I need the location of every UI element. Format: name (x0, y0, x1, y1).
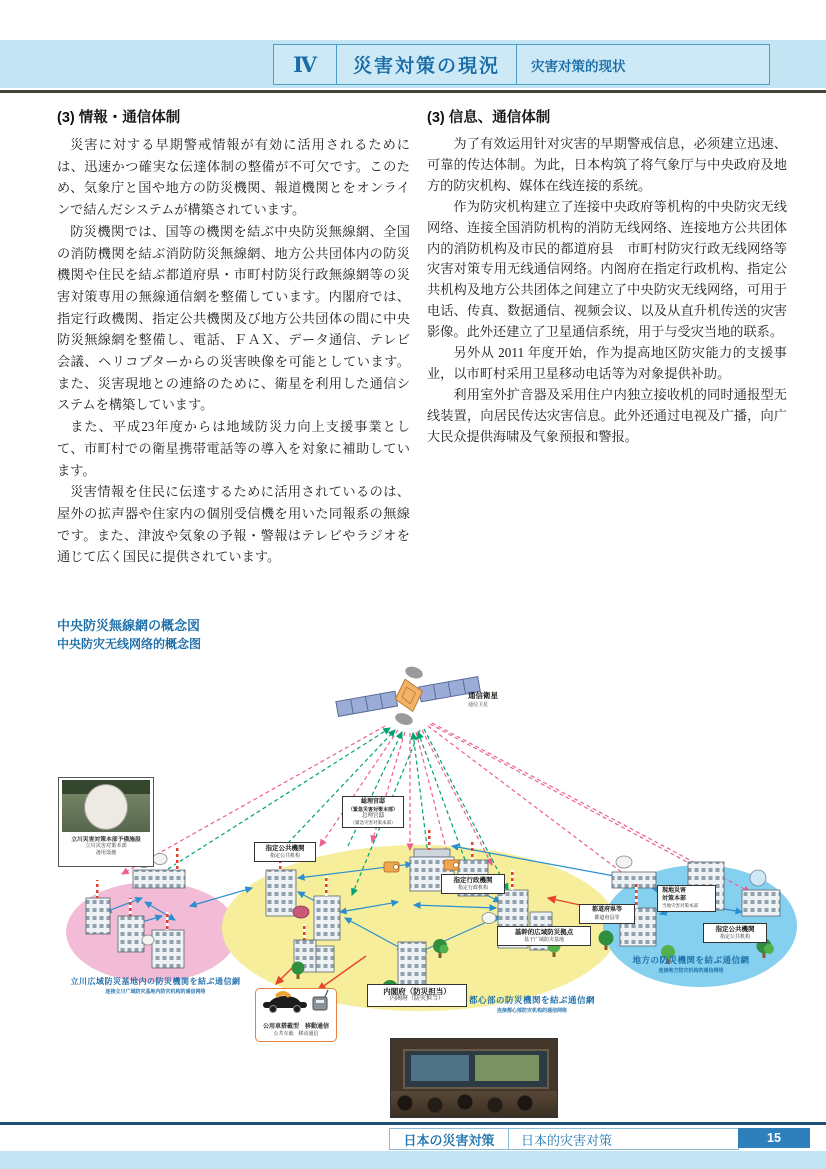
designated-public-left-label: 指定公共機関 指定公共机构 (254, 842, 316, 862)
paragraph-zh: 作为防灾机构建立了连接中央政府等机构的中央防灾无线网络、连接全国消防机构的消防无线网络、连接地方公共团体内的消防机构及市民的都道府县 市町村防灾行政无线网络等灾害对策专用无线通信网络。内阁府在指定行政机构、指定公共机构及地方公共团体之间建立了中央防灾无线网络，可用于电话、传真、数据通信、视频会议、以及从直升机传送的灾害影像。此外还建立了卫星通信系统，用于与受灾当地的联系。 (427, 198, 787, 340)
section-number: Ⅳ (293, 52, 317, 77)
paragraph-ja: また、平成23年度からは地域防災力向上支援事業として、市町村での衛星携帯電話等の導入を対象に補助しています。 (57, 419, 410, 478)
core-base-label: 基幹的広域防災拠点 基干广域防灾基地 (497, 926, 591, 946)
car-and-radio-icon (261, 989, 331, 1015)
body-columns (57, 106, 787, 568)
footer-rule (0, 1122, 826, 1125)
heading-ja: (3) 情報・通信体制 (57, 110, 181, 126)
section-title-ja: 災害対策の現況 (353, 56, 501, 77)
satellite-dish-photo (62, 780, 150, 832)
screen-wall (403, 1049, 549, 1089)
pm-office-label: 総理官邸 （緊急災害対策本部） 总理官邸 （紧急灾害对策本部） (342, 796, 404, 828)
paragraph-ja: 災害情報を住民に伝達するために活用されているのは、屋外の拡声器や住家内の個別受信機を用いた同報系の無線です。また、津波や気象の予報・警報はテレビやラジオを通じて広く国民に提供されています。 (57, 484, 410, 565)
onsite-hq-label: 現地災害 対策本部 当地灾害对策本部 (657, 885, 716, 912)
paragraph-ja: 災害に対する早期警戒情報が有効に活用されるためには、迅速かつ確実な伝達体制の整備が不可欠です。このため、気象庁と国や地方の防災機関、報道機関とをオンラインで結んだシステムが構築されています。 (57, 137, 410, 218)
operations-room-photo (390, 1038, 558, 1118)
footer-title-zh: 日本的灾害对策 (521, 1132, 613, 1148)
japanese-column (57, 106, 410, 568)
section-header (273, 44, 770, 85)
heading-zh: (3) 信息、通信体制 (427, 110, 551, 126)
footer-title-ja: 日本の災害対策 (403, 1132, 495, 1148)
map-screen (475, 1055, 539, 1081)
local-network-caption: 地方の防災機関を結ぶ通信網 连接地方防灾机构的通信网络 (632, 955, 750, 974)
phone-icon (444, 860, 459, 870)
designated-admin-label: 指定行政機関 指定行政机构 (441, 874, 505, 894)
footer-title (389, 1128, 739, 1150)
diagram-title (57, 615, 201, 652)
tokyo-network-caption: 都心部の防災機関を結ぶ通信網 连接都心部防灾机构的通信网络 (468, 995, 595, 1014)
designated-public-right-label: 指定公共機関 指定公共机构 (703, 923, 767, 943)
phone-icon (384, 862, 399, 872)
prefectures-label: 都道府県等 都道府县等 (579, 904, 635, 924)
paragraph-zh: 为了有效运用针对灾害的早期警戒信息，必须建立迅速、可靠的传达体制。为此，日本构筑了将气象厅与中央政府及地方的防灾机构、媒体在线连接的系统。 (427, 136, 787, 193)
vehicle-comms-label: 公用車搭載型 移動通信 公共车载 移动通信 (255, 988, 337, 1042)
chinese-column (427, 106, 787, 568)
paragraph-zh: 另外从 2011 年度开始，作为提高地区防灾能力的支援事业，以市町村采用卫星移动电话等为对象提供补助。 (427, 345, 787, 381)
section-title-zh: 灾害对策的现状 (531, 58, 626, 74)
header-rule (0, 90, 826, 93)
diagram-title-zh: 中央防灾无线网络的概念图 (57, 637, 202, 651)
dish-antenna (84, 784, 128, 830)
tachikawa-facility-photo: 立川災害対策本部予備施設 立川灾害对策本部 备用设施 (58, 777, 154, 867)
display-screen (411, 1055, 469, 1081)
page-number: 15 (738, 1128, 810, 1148)
satellite-label: 通信衛星 通信卫星 (468, 691, 498, 708)
staff-silhouettes (391, 1091, 557, 1117)
cabinet-office-label: 内閣府（防災担当） 内阁府（防灾担当） (367, 984, 467, 1007)
paragraph-zh: 利用室外扩音器及采用住户内独立接收机的同时通报型无线装置，向居民传达灾害信息。此外还通过电视及广播，向广大民众提供海啸及气象预报和警报。 (427, 386, 787, 444)
header-band (0, 40, 826, 88)
diagram-title-ja: 中央防災無線網の概念図 (57, 618, 201, 633)
paragraph-ja: 防災機関では、国等の機関を結ぶ中央防災無線網、全国の消防機関を結ぶ消防防災無線網、地方公共団体内の防災機関や住民を結ぶ都道府県・市町村防災行政無線網等の災害対策専用の無線通信網を整備しています。内閣府では、指定行政機関、指定公共機関及び地方公共団体の間に中央防災無線網を整備し、電話、ＦＡＸ、データ通信、テレビ会議、ヘリコプターからの災害映像を可能としています。また、災害現地との連絡のために、衛星を利用した通信システムを構築しています。 (57, 223, 410, 413)
footer-band (0, 1151, 826, 1169)
tachikawa-network-caption: 立川広域防災基地内の防災機関を結ぶ通信網 连接立川广域防灾基地内防灾机构的通信网络 (70, 977, 241, 995)
satellite-icon (332, 653, 485, 739)
